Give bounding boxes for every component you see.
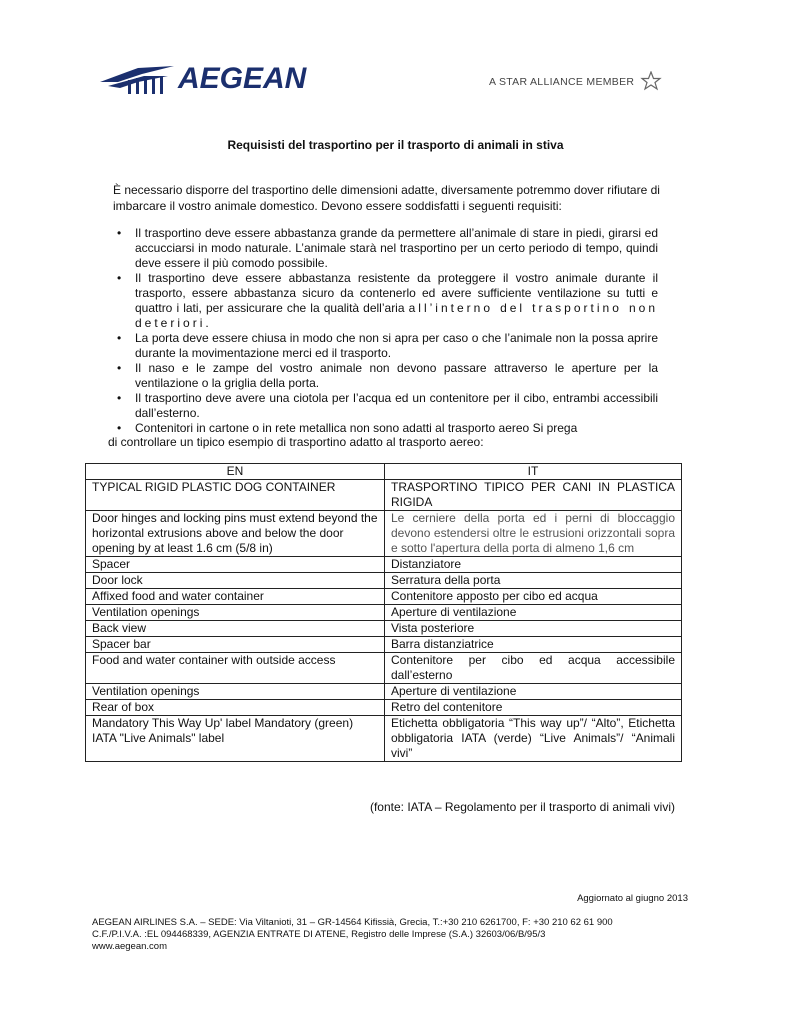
- updated-date: Aggiornato al giugno 2013: [577, 893, 688, 904]
- table-cell-en: Ventilation openings: [86, 684, 385, 700]
- table-cell-en: Mandatory This Way Up' label Mandatory (green) IATA "Live Animals" label: [86, 716, 385, 762]
- table-row: [86, 621, 682, 637]
- table-header-row: [86, 464, 682, 480]
- source-note: (fonte: IATA – Regolamento per il trasporto di animali vivi): [369, 800, 675, 814]
- company-footer: [92, 917, 692, 953]
- table-row: [86, 637, 682, 653]
- bullet-icon: •: [117, 331, 122, 345]
- table-cell-en: Spacer bar: [86, 637, 385, 653]
- bullet-icon: •: [117, 226, 122, 240]
- table-cell-en: Back view: [86, 621, 385, 637]
- table-cell-en: Food and water container with outside access: [86, 653, 385, 684]
- table-cell-it: Contenitore per cibo ed acqua accessibile dall’esterno: [385, 653, 682, 684]
- bullet-icon: •: [117, 421, 122, 435]
- column-header-it: IT: [385, 464, 682, 480]
- table-row: [86, 684, 682, 700]
- table-row: [86, 653, 682, 684]
- table-cell-it: Vista posteriore: [385, 621, 682, 637]
- requirements-list: [113, 226, 658, 436]
- page-title: Requisisti del trasportino per il trasporto di animali in stiva: [227, 138, 564, 152]
- list-item: • Il trasportino deve essere abbastanza resistente da proteggere il vostro animale durante il trasporto, essere abbastanza sicuro da contenerlo ed avere sufficiente ventilazione su tutti e quattro i lati, per assicurare che la qualità dell’aria all’interno del trasportino non deteriori.: [117, 271, 658, 330]
- table-row: [86, 589, 682, 605]
- column-header-en: EN: [86, 464, 385, 480]
- table-cell-en: Ventilation openings: [86, 605, 385, 621]
- table-row: [86, 573, 682, 589]
- translation-table: [85, 463, 682, 762]
- table-cell-it: Aperture di ventilazione: [385, 605, 682, 621]
- table-cell-it: Serratura della porta: [385, 573, 682, 589]
- table-row: [86, 700, 682, 716]
- requirements-tail: di controllare un tipico esempio di trasportino adatto al trasporto aereo:: [108, 435, 484, 449]
- list-item: • Il trasportino deve avere una ciotola per l’acqua ed un contenitore per il cibo, entrambi accessibili dall’esterno.: [117, 391, 658, 420]
- table-cell-en: Spacer: [86, 557, 385, 573]
- table-cell-en: Door lock: [86, 573, 385, 589]
- footer-address: AEGEAN AIRLINES S.A. – SEDE: Via Viltanioti, 31 – GR-14564 Kifissià, Grecia, T.:+30 210 6261700, F: +30 210 62 61 900: [92, 917, 613, 928]
- table-row: [86, 480, 682, 511]
- table-row: [86, 716, 682, 762]
- intro-paragraph: È necessario disporre del trasportino delle dimensioni adatte, diversamente potremmo dover rifiutare di imbarcare il vostro animale domestico. Devono essere soddisfatti i seguenti requisiti:: [113, 183, 660, 213]
- list-item: • Il trasportino deve essere abbastanza grande da permettere all’animale di stare in piedi, girarsi ed accucciarsi in modo naturale. L’animale starà nel trasportino per un certo periodo di tempo, quindi deve essere il più comodo possibile.: [117, 226, 658, 270]
- list-item: • Contenitori in cartone o in rete metallica non sono adatti al trasporto aereo Si prega: [117, 421, 578, 435]
- table-cell-it: Aperture di ventilazione: [385, 684, 682, 700]
- table-cell-en: Door hinges and locking pins must extend beyond the horizontal extrusions above and below the door opening by at least 1.6 cm (5/8 in): [86, 511, 385, 557]
- bullet-icon: •: [117, 361, 122, 375]
- alliance-label: A STAR ALLIANCE MEMBER: [489, 76, 635, 88]
- table-cell-it: TRASPORTINO TIPICO PER CANI IN PLASTICA RIGIDA: [385, 480, 682, 511]
- aegean-logo: [98, 58, 318, 100]
- star-alliance-icon: [639, 71, 663, 91]
- table-cell-it: Retro del contenitore: [385, 700, 682, 716]
- table-cell-it: Barra distanziatrice: [385, 637, 682, 653]
- table-row: [86, 605, 682, 621]
- table-cell-it: Distanziatore: [385, 557, 682, 573]
- table-row: [86, 511, 682, 557]
- table-cell-it: Contenitore apposto per cibo ed acqua: [385, 589, 682, 605]
- footer-website: www.aegean.com: [92, 941, 167, 952]
- table-row: [86, 557, 682, 573]
- bullet-icon: •: [117, 391, 122, 405]
- table-cell-en: Rear of box: [86, 700, 385, 716]
- list-item: • La porta deve essere chiusa in modo che non si apra per caso o che l’animale non la possa aprire durante la movimentazione merci ed il trasporto.: [117, 331, 658, 360]
- list-item: • Il naso e le zampe del vostro animale non devono passare attraverso le aperture per la ventilazione o la griglia della porta.: [117, 361, 658, 390]
- table-cell-en: Affixed food and water container: [86, 589, 385, 605]
- aegean-bird-icon: [98, 60, 176, 98]
- bullet-icon: •: [117, 271, 122, 285]
- brand-name: AEGEAN: [178, 62, 307, 95]
- table-cell-en: TYPICAL RIGID PLASTIC DOG CONTAINER: [86, 480, 385, 511]
- footer-registration: C.F./P.I.V.A. :EL 094468339, AGENZIA ENTRATE DI ATENE, Registro delle Imprese (S.A.) 32603/06/B/95/3: [92, 929, 546, 940]
- table-cell-it: Etichetta obbligatoria “This way up”/ “Alto”, Etichetta obbligatoria IATA (verde) “Live Animals”/ “Animali vivi”: [385, 716, 682, 762]
- table-cell-it: Le cerniere della porta ed i perni di bloccaggio devono estendersi oltre le estrusioni orizzontali sopra e sotto l'apertura della porta di almeno 1,6 cm: [385, 511, 682, 557]
